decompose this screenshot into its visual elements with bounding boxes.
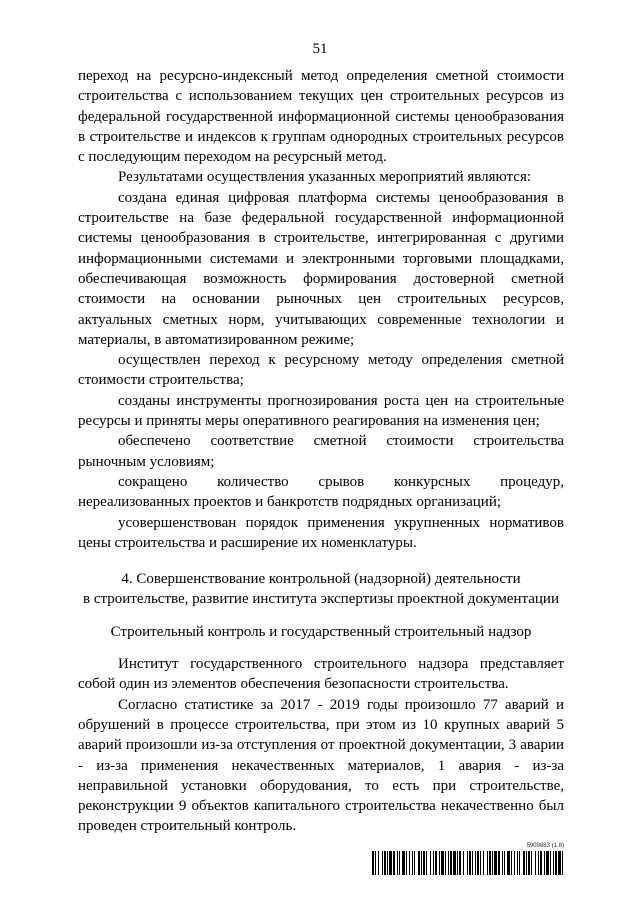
barcode-bar xyxy=(538,851,539,875)
barcode-bar xyxy=(480,851,481,875)
subsection-title: Строительный контроль и государственный строительный надзор xyxy=(110,623,532,640)
barcode-bar xyxy=(498,851,500,875)
barcode-bar xyxy=(418,851,420,875)
barcode-bar xyxy=(517,851,518,875)
barcode-bar xyxy=(414,851,415,875)
barcode-bar xyxy=(502,851,503,875)
barcode-bar xyxy=(550,851,551,875)
barcode-bar xyxy=(531,851,532,875)
barcode-bar xyxy=(492,851,493,875)
paragraph-continuation: переход на ресурсно-индексный метод определения сметной стоимости строительства с использованием текущих цен строительных ресурсов из федеральной государственной информационной системы ценообразования в строительстве и индексов к группам однородных строительных ресурсов с последующим переходом на ресурсный метод. xyxy=(78,68,564,166)
paragraph-result-standards: усовершенствован порядок применения укрупненных нормативов цены строительства и расширение их номенклатуры. xyxy=(78,514,564,551)
barcode-bar xyxy=(504,851,505,875)
barcode-bar xyxy=(378,851,379,875)
section-title-line1: 4. Совершенствование контрольной (надзорной) деятельности xyxy=(121,571,521,588)
barcode-bar xyxy=(477,851,479,875)
barcode-bar xyxy=(546,851,549,875)
barcode-bar xyxy=(558,851,561,875)
barcode-bar xyxy=(459,851,461,875)
barcode-bar xyxy=(372,851,374,875)
barcode-bar xyxy=(387,851,388,875)
barcode-bar xyxy=(507,851,510,875)
barcode-bar xyxy=(423,851,425,875)
barcode-bar xyxy=(382,851,383,875)
paragraph-results-intro: Результатами осуществления указанных мероприятий являются: xyxy=(118,169,532,186)
barcode-bar xyxy=(472,851,473,875)
section-title xyxy=(78,569,564,610)
barcode-bar xyxy=(463,851,464,875)
barcode-bar xyxy=(399,851,400,875)
barcode-bar xyxy=(397,851,398,875)
barcode-bar xyxy=(441,851,444,875)
section-title-line2: в строительстве, развитие института экспертизы проектной документации xyxy=(83,591,559,608)
barcode-bar xyxy=(475,851,476,875)
barcode-bar xyxy=(384,851,386,875)
barcode-bar xyxy=(483,851,484,875)
document-code: 5909883 (1.8) xyxy=(526,843,564,849)
barcode-bar xyxy=(489,851,491,875)
barcode-bar xyxy=(487,851,488,875)
barcode-bar xyxy=(467,851,468,875)
barcode-bar xyxy=(389,851,392,875)
barcode-bar xyxy=(439,851,440,875)
barcode-bar xyxy=(540,851,542,875)
barcode-bar xyxy=(453,851,456,875)
barcode-bar xyxy=(402,851,405,875)
barcode-bar xyxy=(430,851,431,875)
barcode-bar xyxy=(393,851,395,875)
barcode-bar xyxy=(412,851,413,875)
barcode-bar xyxy=(406,851,407,875)
paragraph-supervision-intro: Институт государственного строительного надзора представляет собой один из элементов обеспечения безопасности строительства. xyxy=(78,656,564,693)
paragraph-result-forecasting: созданы инструменты прогнозирования роста цен на строительные ресурсы и приняты меры оперативного реагирования на изменения цен; xyxy=(78,392,564,430)
barcode-bar xyxy=(526,851,527,875)
barcode-bar xyxy=(514,851,515,875)
barcode-bar xyxy=(448,851,449,875)
barcode-bar xyxy=(555,851,557,875)
paragraph-result-platform: создана единая цифровая платформа системы ценообразования в строительстве на базе федеральной государственной информационной системы ценообразования в строительстве, интегрированная с другими информационными системами и электронными торговыми площадками, обеспечивающая возможность формирования достоверной сметной стоимости на основании рыночных цен строительных ресурсов, актуальных сметных норм, учитывающих современные технологии и материалы, в автоматизированном режиме; xyxy=(78,189,564,348)
paragraph-result-resource-method: осуществлен переход к ресурсному методу определения сметной стоимости строительства; xyxy=(78,352,564,389)
barcode-bar xyxy=(445,851,446,875)
barcode-bar xyxy=(535,851,536,875)
barcode-bar xyxy=(409,851,410,875)
barcode-bar xyxy=(544,851,545,875)
barcode-bar xyxy=(435,851,437,875)
barcode-bar xyxy=(494,851,497,875)
paragraph-result-reduction: сокращено количество срывов конкурсных процедур, нереализованных проектов и банкротств подрядных организаций; xyxy=(78,473,564,511)
barcode-bar xyxy=(562,851,563,875)
barcode-bar xyxy=(519,851,520,875)
barcode-bar xyxy=(450,851,452,875)
barcode-image xyxy=(372,851,564,875)
document-body xyxy=(78,66,564,837)
barcode-bar xyxy=(469,851,471,875)
barcode-bar xyxy=(528,851,530,875)
paragraph-result-market-conformity: обеспечено соответствие сметной стоимости строительства рыночным условиям; xyxy=(78,433,564,470)
barcode-bar xyxy=(375,851,376,875)
barcode-bar xyxy=(511,851,512,875)
barcode-bar xyxy=(421,851,422,875)
barcode-bar xyxy=(523,851,525,875)
paragraph-accident-statistics: Согласно статистике за 2017 - 2019 годы произошло 77 аварий и обрушений в процессе строительства, при этом из 10 крупных аварий 5 аварий произошли из-за отступления от проектной документации, 3 аварии - из-за применения некачественных материалов, 1 авария - из-за неправильной установки оборудования, то есть при строительстве, реконструкции 9 объектов капитального строительства некачественно был проведен строительный контроль. xyxy=(78,696,564,835)
barcode-bar xyxy=(433,851,434,875)
barcode-bar xyxy=(553,851,554,875)
page-number: 51 xyxy=(312,41,328,57)
barcode-bar xyxy=(426,851,427,875)
barcode-bar xyxy=(457,851,458,875)
